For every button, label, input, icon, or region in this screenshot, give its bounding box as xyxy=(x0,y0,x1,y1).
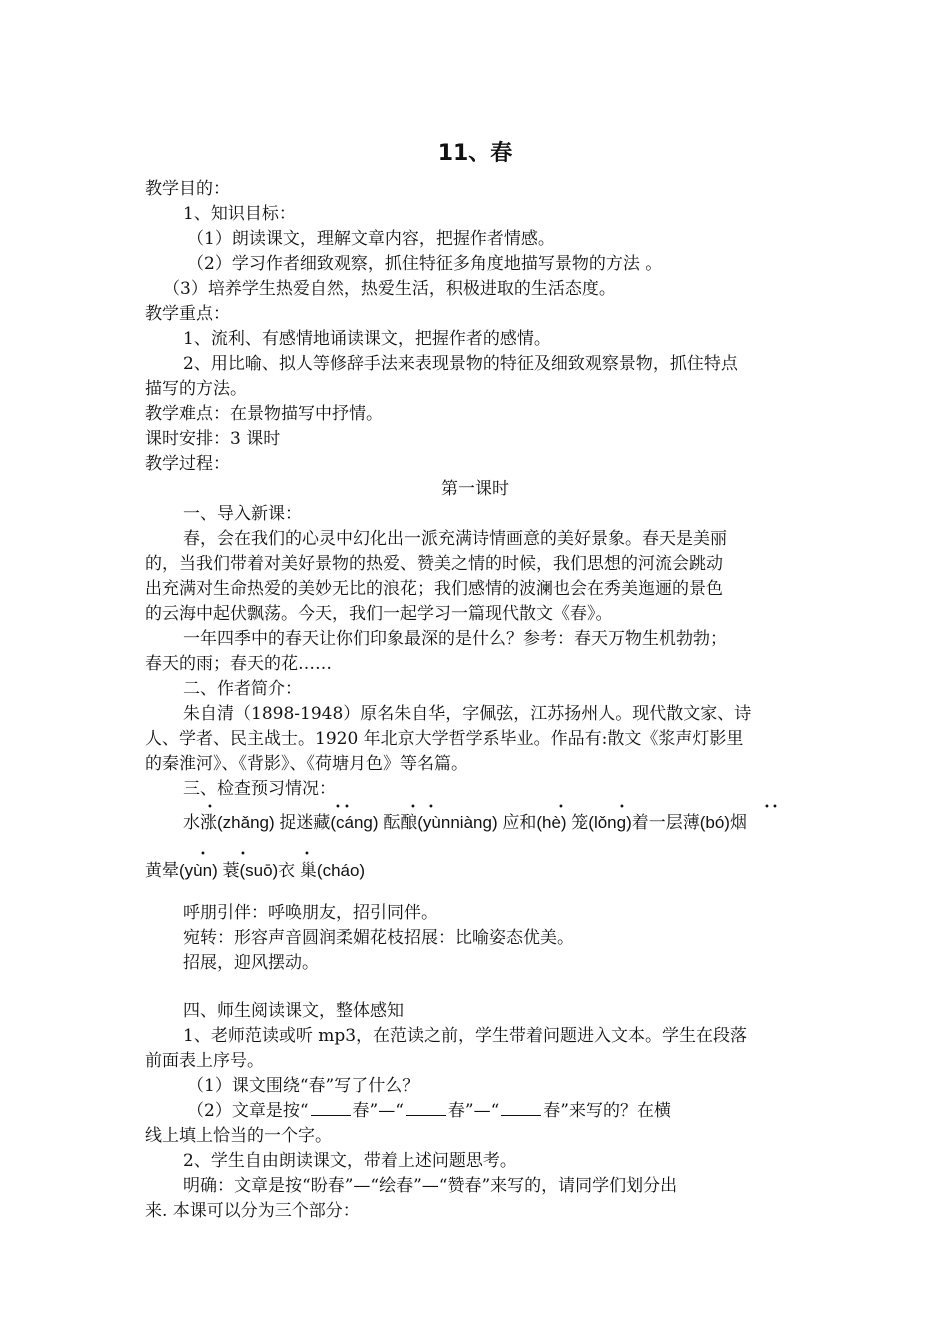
paragraph: 线上填上恰当的一个字。 xyxy=(145,1126,332,1146)
paragraph: 1、流利、有感情地诵读课文，把握作者的感情。 xyxy=(183,329,551,349)
lesson-heading: 第一课时 xyxy=(441,479,509,499)
paragraph: 朱自清（1898-1948）原名朱自华，字佩弦，江苏扬州人。现代散文家、诗 xyxy=(183,704,752,724)
paragraph: 1、知识目标： xyxy=(183,204,296,224)
emphasis-dot: • xyxy=(200,849,206,860)
paragraph: 描写的方法。 xyxy=(145,379,247,399)
pinyin-row: 黄晕(yùn) 蓑(suō)衣 巢(cháo) xyxy=(145,861,366,880)
subsection-heading: 三、检查预习情况： xyxy=(183,779,336,799)
section-heading: 教学目的： xyxy=(145,179,230,199)
question-text: 春”来写的？在横 xyxy=(543,1101,671,1121)
section-heading: 教学过程： xyxy=(145,454,230,474)
paragraph: 2、用比喻、拟人等修辞手法来表现景物的特征及细致观察景物，抓住特点 xyxy=(183,354,738,374)
question-text: 春”—“ xyxy=(352,1101,404,1121)
subsection-heading: 一、导入新课： xyxy=(183,504,302,524)
paragraph: （3）培养学生热爱自然，热爱生活，积极进取的生活态度。 xyxy=(163,279,616,299)
emphasis-dot: • xyxy=(558,802,564,813)
paragraph: 的秦淮河》、《背影》、《荷塘月色》等名篇。 xyxy=(145,754,468,774)
paragraph: 宛转：形容声音圆润柔媚花枝招展：比喻姿态优美。 xyxy=(183,928,574,948)
pinyin-row: 水涨(zhǎng) 捉迷藏(cáng) 酝酿(yùnniàng) 应和(hè) 笼(lǒng)着一层薄(bó)烟 xyxy=(183,813,747,832)
paragraph: 1、老师范读或听 mp3，在范读之前，学生带着问题进入文本。学生在段落 xyxy=(183,1026,748,1046)
emphasis-dot: • xyxy=(207,802,213,813)
document-title: 11、春 xyxy=(437,141,513,166)
paragraph: （1）朗读课文，理解文章内容，把握作者情感。 xyxy=(187,229,555,249)
paragraph: 来. 本课可以分为三个部分： xyxy=(145,1201,360,1221)
paragraph: 的，当我们带着对美好景物的热爱、赞美之情的时候，我们思想的河流会跳动 xyxy=(145,554,723,574)
question-text: 春”—“ xyxy=(447,1101,500,1121)
emphasis-dot: • xyxy=(344,802,350,813)
paragraph: 教学难点：在景物描写中抒情。 xyxy=(145,404,383,424)
emphasis-dot: • xyxy=(619,802,625,813)
subsection-heading: 二、作者简介： xyxy=(183,679,302,699)
emphasis-dot: • xyxy=(764,802,770,813)
emphasis-dot: • xyxy=(304,849,310,860)
paragraph: 课时安排：3 课时 xyxy=(145,429,281,449)
paragraph: 春天的雨；春天的花…… xyxy=(145,654,332,674)
paragraph: 呼朋引伴：呼唤朋友，招引同伴。 xyxy=(183,903,438,923)
paragraph: 的云海中起伏飘荡。今天，我们一起学习一篇现代散文《春》。 xyxy=(145,604,613,624)
blank-line xyxy=(311,1101,351,1116)
paragraph: 春，会在我们的心灵中幻化出一派充满诗情画意的美好景象。春天是美丽 xyxy=(183,529,727,549)
question-text: （2）文章是按“ xyxy=(187,1101,309,1121)
blank-line xyxy=(406,1101,446,1116)
emphasis-dot: • xyxy=(772,802,778,813)
paragraph: 人、学者、民主战士。1920 年北京大学哲学系毕业。作品有:散文《浆声灯影里 xyxy=(145,729,744,749)
paragraph: 前面表上序号。 xyxy=(145,1051,264,1071)
blank-line xyxy=(501,1101,541,1116)
paragraph: （2）学习作者细致观察，抓住特征多角度地描写景物的方法 。 xyxy=(187,254,663,274)
subsection-heading: 四、师生阅读课文，整体感知 xyxy=(183,1001,404,1021)
fill-in-question xyxy=(187,1100,671,1122)
paragraph: 一年四季中的春天让你们印象最深的是什么？参考：春天万物生机勃勃； xyxy=(183,629,727,649)
paragraph: 出充满对生命热爱的美妙无比的浪花；我们感情的波澜也会在秀美迤逦的景色 xyxy=(145,579,723,599)
paragraph: 明确：文章是按“盼春”—“绘春”—“赞春”来写的，请同学们划分出 xyxy=(183,1176,678,1196)
paragraph: （1）课文围绕“春”写了什么？ xyxy=(187,1076,420,1096)
emphasis-dot: • xyxy=(428,802,434,813)
paragraph: 招展，迎风摆动。 xyxy=(183,953,319,973)
section-heading: 教学重点： xyxy=(145,304,230,324)
paragraph: 2、学生自由朗读课文，带着上述问题思考。 xyxy=(183,1151,517,1171)
emphasis-dot: • xyxy=(410,802,416,813)
emphasis-dot: • xyxy=(335,802,341,813)
emphasis-dot: • xyxy=(240,849,246,860)
